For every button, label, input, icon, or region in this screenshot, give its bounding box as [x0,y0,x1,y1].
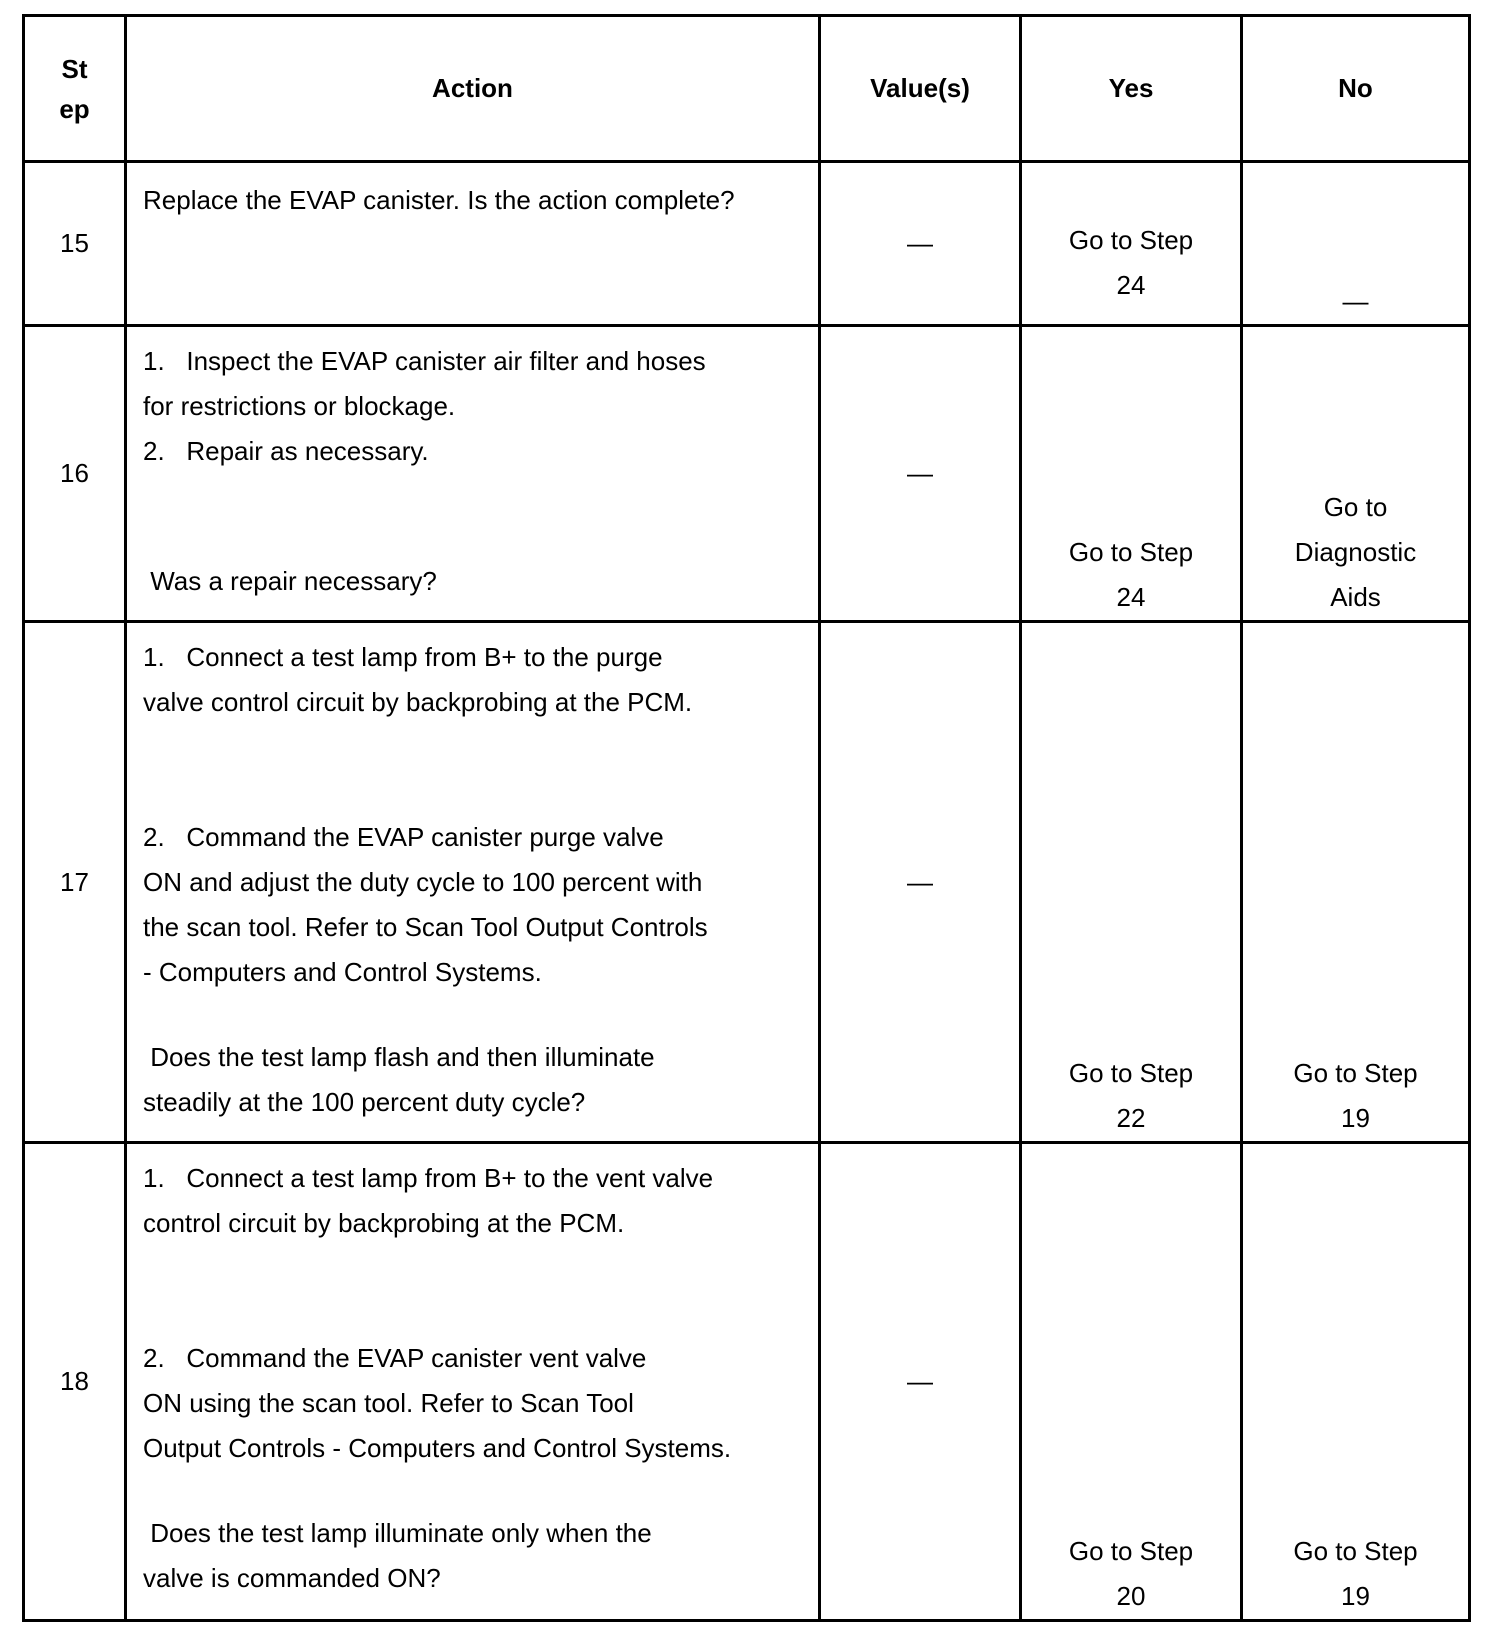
action-line: Output Controls - Computers and Control Systems. [143,1432,732,1463]
action-cell [126,162,820,326]
no-cell [1242,162,1470,326]
yes-line: Go to Step [1068,1057,1194,1088]
header-no: No [1242,16,1470,162]
no-line: — [1342,286,1369,317]
action-line: 1. Connect a test lamp from B+ to the purge [143,642,663,673]
yes-line: Go to Step [1068,537,1194,568]
action-line: the scan tool. Refer to Scan Tool Output Controls [143,912,708,943]
step-number: 16 [24,326,126,622]
action-line: for restrictions or blockage. [143,391,456,422]
no-line: 19 [1341,1102,1370,1133]
action-line: Was a repair necessary? [143,566,437,597]
yes-cell [1021,1142,1242,1620]
header-yes: Yes [1021,16,1242,162]
yes-line: 24 [1116,270,1146,301]
table-row [24,162,1470,326]
yes-cell [1021,622,1242,1142]
step-number: 17 [24,622,126,1142]
yes-line: 22 [1116,1102,1146,1133]
action-cell [126,1142,820,1620]
yes-cell [1021,326,1242,622]
header-step-line2: ep [59,93,90,124]
header-step-line1: St [61,53,88,84]
header-step [24,16,126,162]
no-cell [1242,622,1470,1142]
action-line: ON and adjust the duty cycle to 100 percent with [143,867,703,898]
action-line: - Computers and Control Systems. [143,957,542,988]
header-row [24,16,1470,162]
action-line: valve is commanded ON? [143,1562,441,1593]
value-cell: — [820,622,1021,1142]
table-row [24,1142,1470,1620]
table-row [24,326,1470,622]
action-line: control circuit by backprobing at the PCM. [143,1207,625,1238]
diagnostic-table [22,14,1471,1622]
no-line: 19 [1341,1581,1370,1611]
yes-line: 24 [1116,582,1146,613]
value-cell: — [820,326,1021,622]
action-line: Replace the EVAP canister. Is the action complete? [143,185,735,216]
action-line: steadily at the 100 percent duty cycle? [143,1087,586,1118]
action-line: 1. Inspect the EVAP canister air filter and hoses [143,346,706,377]
yes-cell [1021,162,1242,326]
yes-line: Go to Step [1068,1536,1194,1566]
no-line: Diagnostic [1294,537,1417,568]
no-cell [1242,1142,1470,1620]
yes-line: Go to Step [1068,225,1194,256]
step-number: 15 [24,162,126,326]
action-line: valve control circuit by backprobing at the PCM. [143,687,693,718]
header-values: Value(s) [820,16,1021,162]
step-number: 18 [24,1142,126,1620]
no-line: Go to [1323,492,1388,523]
action-line: Does the test lamp flash and then illuminate [143,1042,655,1073]
no-line: Aids [1330,582,1381,613]
action-cell [126,622,820,1142]
yes-line: 20 [1116,1581,1146,1611]
table-row [24,622,1470,1142]
action-line: Does the test lamp illuminate only when the [143,1517,652,1548]
action-line: 1. Connect a test lamp from B+ to the vent valve [143,1162,714,1193]
no-line: Go to Step [1293,1536,1418,1566]
header-action: Action [126,16,820,162]
value-cell: — [820,162,1021,326]
action-line: ON using the scan tool. Refer to Scan Tool [143,1387,634,1418]
no-cell [1242,326,1470,622]
action-line: 2. Command the EVAP canister vent valve [143,1342,647,1373]
no-line: Go to Step [1293,1057,1418,1088]
value-cell: — [820,1142,1021,1620]
action-cell [126,326,820,622]
action-line: 2. Command the EVAP canister purge valve [143,822,664,853]
action-line: 2. Repair as necessary. [143,436,429,467]
